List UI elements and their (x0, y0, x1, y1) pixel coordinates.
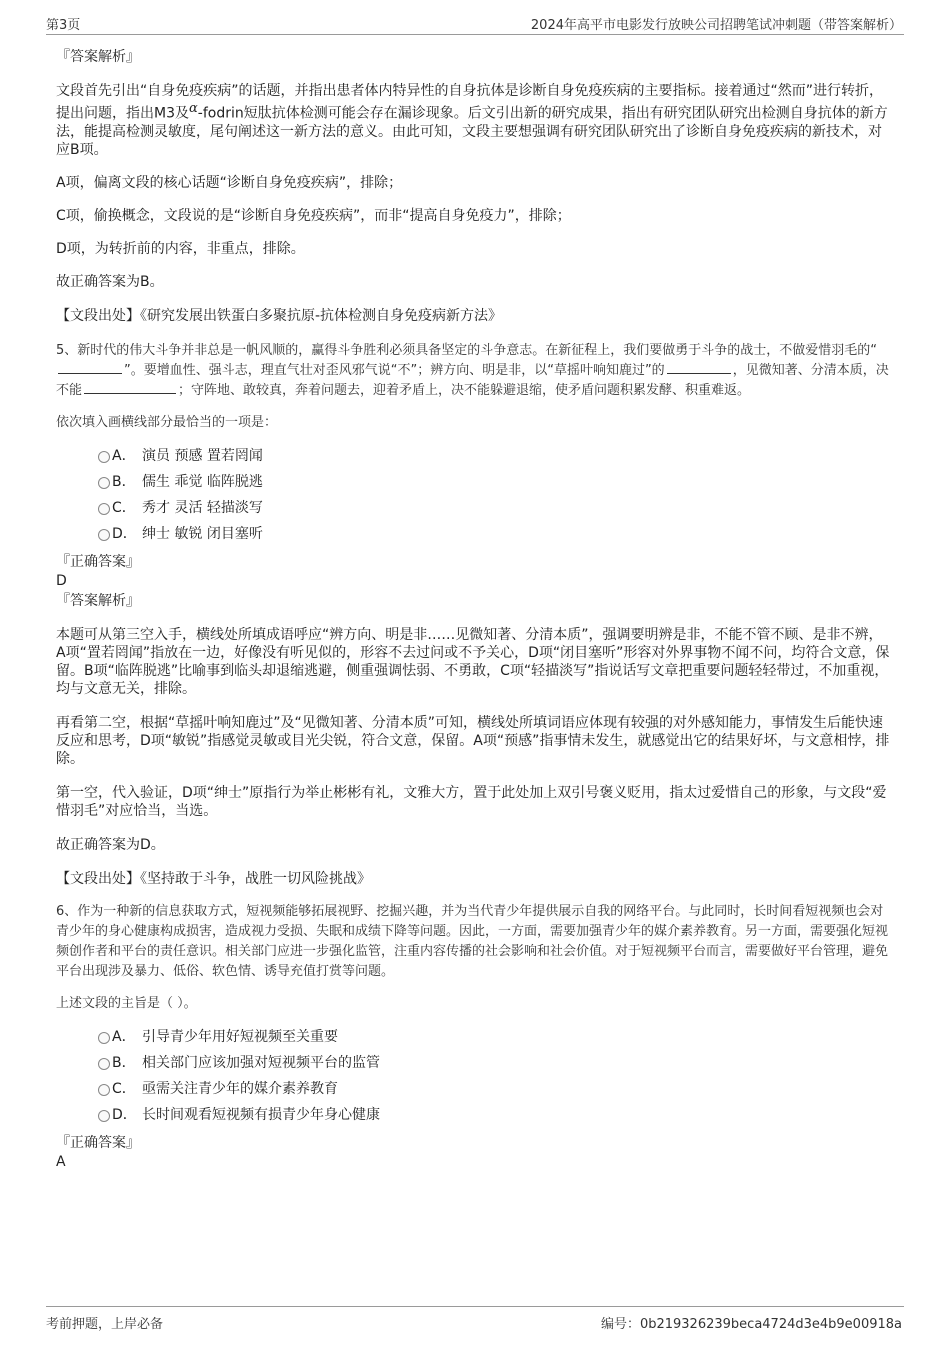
option-text: 儒生 乖觉 临阵脱逃 (142, 473, 263, 490)
option-text: 秀才 灵活 轻描淡写 (142, 499, 263, 516)
q5-option-c[interactable] (56, 495, 892, 521)
q5-analysis-p3: 第一空，代入验证，D项“绅士”原指行为举止彬彬有礼，文雅大方，置于此处加上双引号褒义贬用，指太过爱惜自己的形象，与文段“爱惜羽毛”对应恰当，当选。 (56, 784, 887, 819)
q5-prompt: 依次填入画横线部分最恰当的一项是： (56, 414, 278, 430)
q6-prompt: 上述文段的主旨是（ ）。 (56, 995, 197, 1011)
radio-icon[interactable] (98, 529, 110, 541)
option-text: 相关部门应该加强对短视频平台的监管 (142, 1054, 380, 1071)
option-text: 绅士 敏锐 闭目塞听 (142, 525, 263, 542)
q5-blank-3 (84, 381, 176, 394)
q5-analysis-p1: 本题可从第三空入手，横线处所填成语呼应“辨方向、明是非……见微知著、分清本质”，强调要明辨是非，不能不管不顾、是非不辨，A项“置若罔闻”指放在一边，好像没有听见似的，形容不去过问或不予关心，D项“闭目塞听”形容对外界事物不闻不问，均符合文意，保留。B项“临阵脱逃”比喻事到临头却退缩逃避，侧重强调怯弱、不勇敢，C项“轻描淡写”指说话写文章把重要问题轻轻带过，不加重视，均与文意无关，排除。 (56, 626, 890, 697)
q4-analysis-text-a: 文段首先引出“自身免疫疾病”的话题，并指出患者体内特异性的自身抗体是诊断自身免疫疾病的主要指标。接着通过“然而”进行转折，提出问题，指出M3及 (56, 83, 884, 122)
q6-option-c[interactable] (56, 1076, 892, 1102)
q5-source: 【文段出处】《坚持敢于斗争，战胜一切风险挑战》 (56, 870, 371, 887)
page-footer (46, 1306, 904, 1331)
q4-analysis-option-c: C项，偷换概念，文段说的是“诊断自身免疫疾病”，而非“提高自身免疫力”，排除； (56, 207, 571, 224)
q4-analysis-paragraph (56, 82, 892, 159)
option-key: A． (112, 447, 136, 464)
q5-blank-1 (58, 361, 122, 374)
q4-analysis-label: 『答案解析』 (56, 49, 140, 65)
q4-analysis-option-a: A项，偏离文段的核心话题“诊断自身免疫疾病”，排除； (56, 174, 403, 191)
radio-icon[interactable] (98, 1032, 110, 1044)
q6-option-a[interactable] (56, 1024, 892, 1050)
radio-icon[interactable] (98, 503, 110, 515)
q5-option-d[interactable] (56, 521, 892, 547)
q5-option-a[interactable] (56, 443, 892, 469)
q6-options (56, 1024, 892, 1128)
q5-analysis-label: 『答案解析』 (56, 592, 140, 609)
q5-answer-label: 『正确答案』 (56, 553, 140, 570)
q6-option-d[interactable] (56, 1102, 892, 1128)
radio-icon[interactable] (98, 1084, 110, 1096)
q6-option-b[interactable] (56, 1050, 892, 1076)
page-header (46, 12, 904, 35)
page-number: 第3页 (46, 18, 81, 33)
option-key: C． (112, 499, 136, 516)
footer-motto: 考前押题，上岸必备 (46, 1317, 164, 1332)
document-title: 2024年高平市电影发行放映公司招聘笔试冲刺题（带答案解析） (530, 18, 902, 33)
q5-blank-2 (667, 361, 731, 374)
option-text: 演员 预感 置若罔闻 (142, 447, 263, 464)
q6-stem: 6、作为一种新的信息获取方式，短视频能够拓展视野、挖掘兴趣，并为当代青少年提供展示自我的网络平台。与此同时，长时间看短视频也会对青少年的身心健康构成损害，造成视力受损、失眠和成绩下降等问题。因此，一方面，需要加强青少年的媒介素养教育。另一方面，需要强化短视频创作者和平台的责任意识。相关部门应进一步强化监管，注重内容传播的社会影响和社会价值。对于短视频平台而言，需要做好平台管理，避免平台出现涉及暴力、低俗、软色情、诱导充值打赏等问题。 (56, 903, 889, 979)
q5-stem-part-4: ；守阵地、敢较真，奔着问题去，迎着矛盾上，决不能躲避退缩，使矛盾问题积累发酵、积重难返。 (178, 382, 751, 398)
q5-stem-part-2: ”。要增血性、强斗志，理直气壮对歪风邪气说“不”；辨方向、明是非，以“草摇叶响知鹿过”的 (124, 362, 665, 378)
q4-analysis-option-d: D项，为转折前的内容，非重点，排除。 (56, 240, 305, 257)
radio-icon[interactable] (98, 1110, 110, 1122)
option-key: B． (112, 473, 136, 490)
q5-stem-part-1: 5、新时代的伟大斗争并非总是一帆风顺的，赢得斗争胜利必须具备坚定的斗争意志。在新征程上，我们要做勇于斗争的战士，不做爱惜羽毛的“ (56, 342, 878, 358)
radio-icon[interactable] (98, 1058, 110, 1070)
q5-analysis-p2: 再看第二空，根据“草摇叶响知鹿过”及“见微知著、分清本质”可知，横线处所填词语应体现有较强的对外感知能力，事情发生后能快速反应和思考，D项“敏锐”指感觉灵敏或目光尖锐，符合文意，保留。A项“预感”指事情未发生，就感觉出它的结果好坏，与文意相悖，排除。 (56, 714, 890, 767)
q5-stem (56, 341, 892, 401)
q6-answer: A (56, 1153, 66, 1170)
option-key: B． (112, 1054, 136, 1071)
q4-conclusion: 故正确答案为B。 (56, 273, 164, 290)
q5-options (56, 443, 892, 547)
option-key: C． (112, 1080, 136, 1097)
q5-answer: D (56, 572, 67, 589)
q4-source: 【文段出处】《研究发展出铁蛋白多聚抗原-抗体检测自身免疫病新方法》 (56, 307, 503, 324)
option-key: D． (112, 1106, 137, 1123)
alpha-symbol: α (189, 101, 198, 116)
radio-icon[interactable] (98, 477, 110, 489)
q4-analysis-text-b: -fodrin短肽抗体检测可能会存在漏诊现象。后文引出新的研究成果，指出有研究团队研究出检测自身抗体的新方法，能提高检测灵敏度，尾句阐述这一新方法的意义。由此可知，文段主要想强调有研究团队研究出了诊断自身免疫疾病的新技术，对应B项。 (56, 105, 888, 158)
q6-answer-label: 『正确答案』 (56, 1134, 140, 1151)
option-key: D． (112, 525, 137, 542)
option-text: 亟需关注青少年的媒介素养教育 (142, 1080, 338, 1097)
page-content (56, 46, 892, 1171)
option-text: 引导青少年用好短视频至关重要 (142, 1028, 338, 1045)
q5-option-b[interactable] (56, 469, 892, 495)
option-text: 长时间观看短视频有损青少年身心健康 (142, 1106, 380, 1123)
option-key: A． (112, 1028, 136, 1045)
footer-serial: 编号：0b219326239beca4724d3e4b9e00918a (600, 1317, 902, 1332)
q5-stem-part-3: ，见微知著、分清本质，决不能 (56, 362, 889, 398)
radio-icon[interactable] (98, 451, 110, 463)
q5-conclusion: 故正确答案为D。 (56, 836, 165, 853)
